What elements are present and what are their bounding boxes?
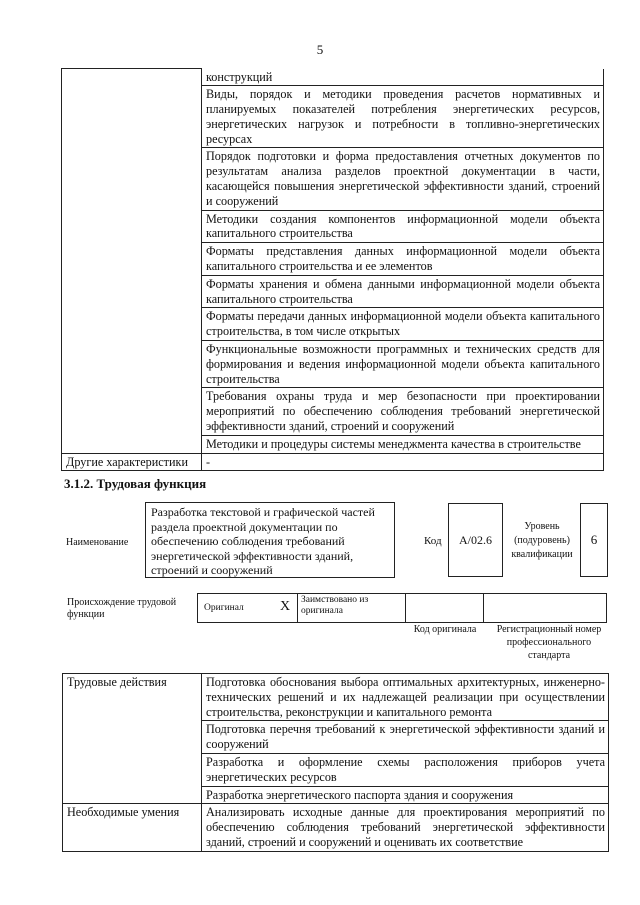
origin-label: Происхождение трудовой функции xyxy=(67,597,177,620)
name-label: Наименование xyxy=(66,537,129,548)
skill-item: Анализировать исходные данные для проектирования мероприятий по обеспечению соблюдения требований энергетической эффективности зданий, строений и сооружений и оценивать их соответствие xyxy=(202,804,609,851)
code-original-label: Код оригинала xyxy=(413,624,477,635)
knowledge-item: Функциональные возможности программных и технических средств для формирования и ведения информационной модели объекта капитального строительства xyxy=(202,341,604,388)
original-cell xyxy=(198,594,298,622)
borrowed-label: Заимствовано из оригинала xyxy=(298,594,406,622)
actions-table xyxy=(62,673,609,852)
level-label: Уровень (подуровень) квалификации xyxy=(511,521,573,560)
knowledge-item: конструкций xyxy=(202,69,604,86)
code-original-cell xyxy=(406,594,484,622)
knowledge-table xyxy=(61,68,604,471)
other-characteristics-value: - xyxy=(202,453,604,471)
knowledge-item: Форматы передачи данных информационной модели объекта капитального строительства, в том числе открытых xyxy=(202,308,604,341)
action-item: Разработка энергетического паспорта здания и сооружения xyxy=(202,786,609,804)
other-characteristics-label: Другие характеристики xyxy=(62,453,202,471)
actions-label: Трудовые действия xyxy=(63,674,202,804)
empty-label-cell xyxy=(62,69,202,454)
original-mark: X xyxy=(280,599,291,614)
action-item: Подготовка обоснования выбора оптимальных архитектурных, инженерно-технических решений и их надлежащей реализации при осуществлении строительства, реконструкции и капитального ремонта xyxy=(202,674,609,721)
code-label: Код xyxy=(424,535,442,547)
level-value-box: 6 xyxy=(580,503,608,577)
knowledge-item: Виды, порядок и методики проведения расчетов нормативных и планируемых показателей потребления энергетических ресурсов, энергетических нагрузок и потребности в топливно-энергетических ресурсах xyxy=(202,86,604,148)
skills-label: Необходимые умения xyxy=(63,804,202,851)
page-number: 5 xyxy=(316,42,324,57)
function-name-box: Разработка текстовой и графической частей раздела проектной документации по обеспечению соблюдения требований энергетической эффективности зданий, строений и сооружений xyxy=(145,502,395,578)
origin-row xyxy=(197,593,607,623)
knowledge-item: Форматы хранения и обмена данными информационной модели объекта капитального строительства xyxy=(202,275,604,308)
knowledge-item: Порядок подготовки и форма предоставления отчетных документов по результатам анализа разделов проектной документации в части, касающейся повышения энергетической эффективности зданий, строений и сооружений xyxy=(202,148,604,210)
code-value-box: А/02.6 xyxy=(448,503,503,577)
action-item: Подготовка перечня требований к энергетической эффективности зданий и сооружений xyxy=(202,721,609,754)
knowledge-item: Форматы представления данных информационной модели объекта капитального строительства и ее элементов xyxy=(202,243,604,276)
knowledge-item: Требования охраны труда и мер безопасности при проектировании мероприятий по обеспечению соблюдения требований энергетической эффективности зданий, строений и сооружений xyxy=(202,388,604,435)
original-label: Оригинал xyxy=(204,603,244,613)
section-title: 3.1.2. Трудовая функция xyxy=(64,476,207,491)
action-item: Разработка и оформление схемы расположения приборов учета энергетических ресурсов xyxy=(202,753,609,786)
knowledge-item: Методики и процедуры системы менеджмента качества в строительстве xyxy=(202,435,604,453)
knowledge-item: Методики создания компонентов информационной модели объекта капитального строительства xyxy=(202,210,604,243)
reg-number-label: Регистрационный номер профессионального стандарта xyxy=(496,624,602,661)
reg-number-cell xyxy=(484,594,606,622)
